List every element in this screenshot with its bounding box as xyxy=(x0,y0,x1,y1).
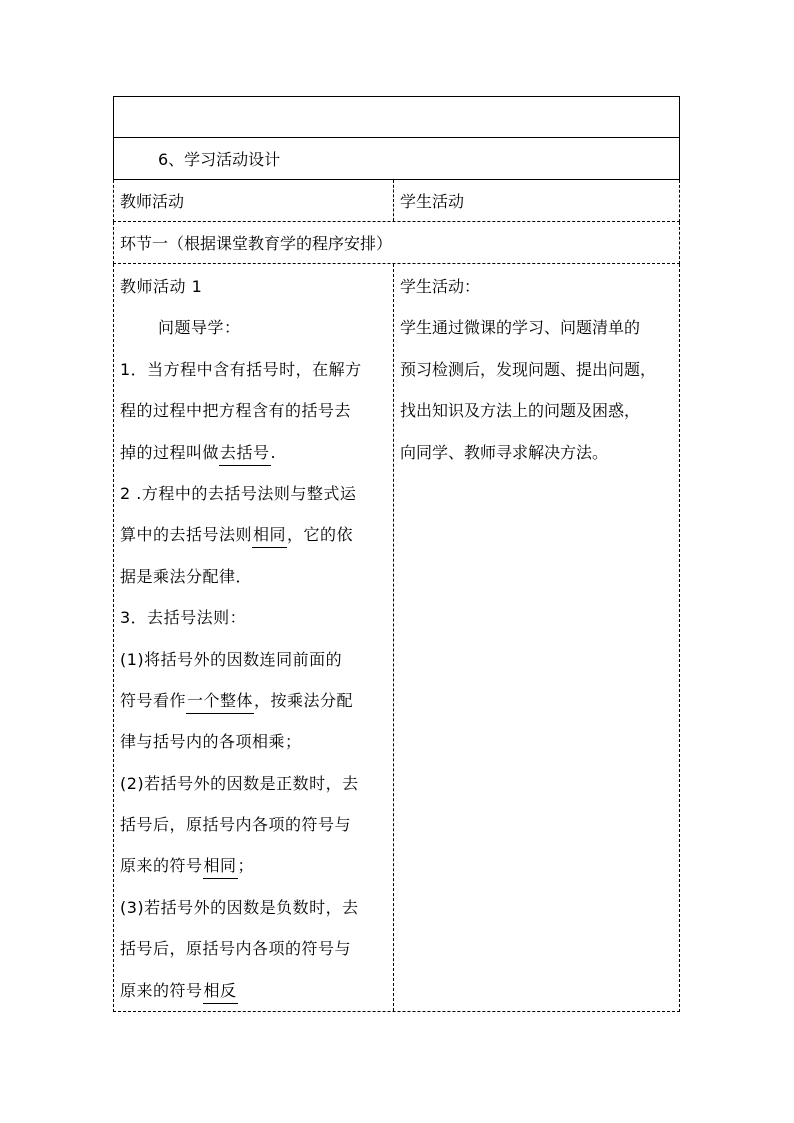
teacher-line-text: 原来的符号 xyxy=(120,980,203,1000)
teacher-cell xyxy=(114,264,394,1011)
teacher-heading: 教师活动 1 xyxy=(120,277,203,296)
activity-table xyxy=(113,96,680,1012)
student-line: 预习检测后，发现问题、提出问题， xyxy=(400,359,657,379)
teacher-line-text: 算中的去括号法则 xyxy=(120,525,253,545)
teacher-line-text: 原来的符号 xyxy=(120,856,203,876)
student-heading: 学生活动： xyxy=(400,277,481,296)
teacher-line-text: 律与括号内的各项相乘； xyxy=(120,732,302,752)
teacher-line-text: 程的过程中把方程含有的括号去 xyxy=(120,401,352,421)
teacher-line xyxy=(120,597,393,638)
table-top-row xyxy=(113,96,680,138)
teacher-line-text: 1．当方程中含有括号时，在解方 xyxy=(120,359,362,379)
teacher-line-text: 据是乘法分配律． xyxy=(120,566,253,586)
teacher-line-text: (1)将括号外的因数连同前面的 xyxy=(120,649,343,669)
teacher-lines xyxy=(120,349,393,1011)
student-line: 向同学、教师寻求解决方法。 xyxy=(400,442,609,462)
student-line: 找出知识及方法上的问题及困惑， xyxy=(400,401,641,421)
teacher-line-text: 括号后，原括号内各项的符号与 xyxy=(120,939,352,959)
header-student: 学生活动 xyxy=(400,192,465,211)
teacher-line xyxy=(120,970,393,1011)
section-title-text: 6、学习活动设计 xyxy=(158,150,281,169)
teacher-line-tail: ，按乘法分配 xyxy=(254,690,354,710)
body-row xyxy=(113,264,680,1012)
section-title xyxy=(113,138,680,180)
teacher-line-text: (2)若括号外的因数是正数时，去 xyxy=(120,773,359,793)
teacher-line-text: 括号后，原括号内各项的符号与 xyxy=(120,815,352,835)
header-teacher: 教师活动 xyxy=(114,180,394,221)
teacher-line-tail: . xyxy=(270,442,277,462)
teacher-line-text: 掉的过程叫做 xyxy=(120,442,220,462)
teacher-subheading: 问题导学： xyxy=(158,318,241,338)
teacher-line xyxy=(120,887,393,928)
teacher-line xyxy=(120,804,393,845)
teacher-line-text: (3)若括号外的因数是负数时，去 xyxy=(120,897,359,917)
teacher-line xyxy=(120,349,393,390)
fill-in-answer: 相同 xyxy=(203,856,238,879)
teacher-line-text: 符号看作 xyxy=(120,690,187,710)
teacher-line xyxy=(120,514,393,555)
fill-in-answer: 去括号 xyxy=(219,443,271,466)
teacher-line xyxy=(120,721,393,762)
teacher-line xyxy=(120,473,393,514)
student-line: 学生通过微课的学习、问题清单的 xyxy=(400,318,641,338)
fill-in-answer: 相同 xyxy=(252,525,287,548)
teacher-line xyxy=(120,845,393,886)
teacher-line xyxy=(120,928,393,969)
fill-in-answer: 相反 xyxy=(203,981,238,1004)
teacher-line xyxy=(120,763,393,804)
stage-row xyxy=(113,222,680,264)
student-cell xyxy=(394,264,679,1011)
fill-in-answer: 一个整体 xyxy=(186,691,254,714)
teacher-line xyxy=(120,390,393,431)
student-lines xyxy=(400,307,679,473)
teacher-line xyxy=(120,680,393,721)
stage-text: 环节一（根据课堂教育学的程序安排） xyxy=(120,234,393,253)
teacher-line-text: 3．去括号法则： xyxy=(120,608,247,628)
teacher-line xyxy=(120,639,393,680)
teacher-line-tail: ，它的依 xyxy=(287,525,354,545)
teacher-line xyxy=(120,556,393,597)
teacher-line-tail: ； xyxy=(237,856,255,876)
teacher-line-text: 2 .方程中的去括号法则与整式运 xyxy=(120,483,357,503)
header-row xyxy=(113,180,680,222)
teacher-line xyxy=(120,432,393,473)
